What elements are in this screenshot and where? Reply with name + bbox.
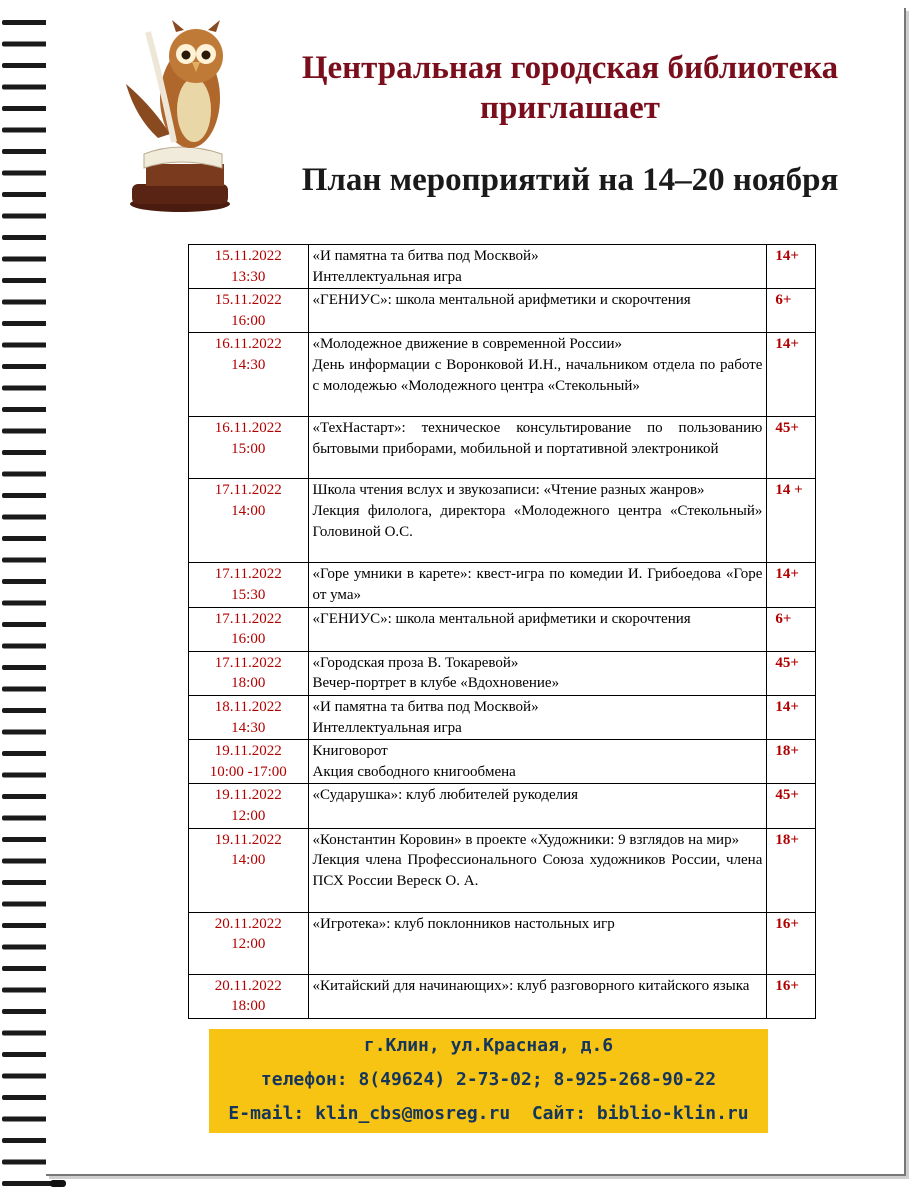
event-description-line: «ГЕНИУС»: школа ментальной арифметики и скорочтения [312,610,691,627]
event-time: 16:00 [231,312,266,329]
event-description-line: «Городская проза В. Токаревой» [312,654,519,671]
event-description [308,912,767,974]
event-description-line: «ГЕНИУС»: школа ментальной арифметики и скорочтения [312,292,691,309]
header-title-line1: Центральная городская библиотека [301,50,839,86]
event-date: 19.11.2022 [214,743,282,760]
event-age-rating: 14+ [767,245,816,289]
event-time: 14:00 [231,502,266,519]
event-description [308,563,767,607]
table-row [189,479,816,563]
table-row [189,912,816,974]
event-time: 13:30 [231,268,266,285]
event-age-rating: 14+ [767,333,816,417]
table-row [189,289,816,333]
event-datetime [189,974,309,1018]
event-description-line: «ТехНастарт»: техническое консультирование по пользованию бытовыми приборами, мобильной и портативной электроникой [312,420,763,457]
event-time: 18:00 [231,675,266,692]
event-date: 20.11.2022 [214,977,282,994]
event-datetime [189,912,309,974]
page-subtitle: План мероприятий на 14–20 ноября [301,162,839,198]
event-description-line: «И памятна та битва под Москвой» [312,248,539,264]
event-description-line: «Китайский для начинающих»: клуб разговорного китайского языка [312,977,750,994]
event-description-line: Интеллектуальная игра [312,268,462,285]
event-datetime [189,245,309,289]
event-description [308,828,767,912]
event-description-line: Лекция филолога, директора «Молодежного центра «Стекольный» Головиной О.С. [312,502,763,540]
event-date: 19.11.2022 [214,831,282,848]
event-description-line: «Молодежное движение в современной России» [312,336,623,353]
event-age-rating: 6+ [767,607,816,651]
event-time: 14:30 [231,719,266,736]
event-time: 10:00 -17:00 [209,763,287,780]
event-description-line: Книговорот [312,743,388,760]
event-date: 16.11.2022 [214,420,282,437]
table-row [189,828,816,912]
event-description [308,479,767,563]
event-date: 17.11.2022 [214,610,282,627]
event-date: 17.11.2022 [214,566,282,583]
event-time: 14:30 [231,356,266,373]
event-datetime [189,740,309,784]
event-description-line: «Константин Коровин» в проекте «Художники: 9 взглядов на мир» [312,831,740,848]
event-age-rating: 18+ [767,740,816,784]
event-description [308,333,767,417]
event-age-rating: 14+ [767,563,816,607]
event-time: 15:00 [231,440,266,457]
event-age-rating: 45+ [767,651,816,695]
header-title-line2: приглашает [480,90,660,126]
event-description-line: Лекция члена Профессионального Союза художников России, члена ПСХ России Вереск О. А. [312,852,763,889]
event-description-line: Акция свободного книгообмена [312,763,516,780]
event-description [308,974,767,1018]
table-row [189,245,816,289]
event-time: 14:00 [231,852,266,869]
event-time: 15:30 [231,586,266,603]
event-date: 16.11.2022 [214,336,282,353]
spiral-ring [2,1180,66,1187]
table-row [189,695,816,739]
event-description-line: «Игротека»: клуб поклонников настольных игр [312,915,615,932]
event-date: 20.11.2022 [214,915,282,932]
event-description-line: «Горе умники в карете»: квест-игра по комедии И. Грибоедова «Горе от ума» [312,566,763,603]
event-time: 12:00 [231,936,266,953]
event-description-line: Интеллектуальная игра [312,719,462,736]
table-row [189,333,816,417]
event-datetime [189,479,309,563]
header-title [250,48,890,128]
event-date: 17.11.2022 [214,482,282,499]
table-row [189,740,816,784]
events-table [188,244,816,1019]
event-time: 12:00 [231,807,266,824]
event-description-line: «Сударушка»: клуб любителей рукоделия [312,787,579,804]
event-datetime [189,784,309,828]
event-datetime [189,563,309,607]
event-description-line: Школа чтения вслух и звукозаписи: «Чтение разных жанров» [312,482,705,499]
table-row [189,417,816,479]
event-age-rating: 45+ [767,784,816,828]
event-datetime [189,607,309,651]
event-date: 15.11.2022 [214,248,282,264]
table-row [189,607,816,651]
contact-address: г.Клин, ул.Красная, д.6 [363,1035,614,1056]
event-date: 18.11.2022 [214,698,282,715]
contact-email-site: E-mail: klin_cbs@mosreg.ru Сайт: biblio-klin.ru [228,1103,749,1124]
event-description [308,607,767,651]
table-row [189,651,816,695]
event-description [308,784,767,828]
table-row [189,784,816,828]
contact-phone: телефон: 8(49624) 2-73-02; 8-925-268-90-22 [260,1069,717,1090]
contact-box [209,1029,768,1133]
owl-figurine-image [118,14,238,214]
event-datetime [189,695,309,739]
event-date: 17.11.2022 [214,654,282,671]
event-datetime [189,651,309,695]
event-date: 15.11.2022 [214,292,282,309]
event-description-line: «И памятна та битва под Москвой» [312,698,539,715]
table-row [189,974,816,1018]
event-description [308,417,767,479]
event-datetime [189,828,309,912]
event-datetime [189,417,309,479]
event-age-rating: 6+ [767,289,816,333]
event-age-rating: 18+ [767,828,816,912]
event-age-rating: 16+ [767,974,816,1018]
event-description-line: День информации с Воронковой И.Н., начальником отдела по работе с молодежью «Молодежного центра «Стекольный» [312,356,763,394]
event-age-rating: 16+ [767,912,816,974]
event-description [308,651,767,695]
event-datetime [189,289,309,333]
event-date: 19.11.2022 [214,787,282,804]
event-datetime [189,333,309,417]
event-age-rating: 14+ [767,695,816,739]
table-row [189,563,816,607]
event-description [308,695,767,739]
event-description-line: Вечер-портрет в клубе «Вдохновение» [312,675,560,692]
event-age-rating: 14 + [767,479,816,563]
event-description [308,740,767,784]
event-description [308,289,767,333]
event-age-rating: 45+ [767,417,816,479]
event-time: 18:00 [231,998,266,1015]
event-time: 16:00 [231,631,266,648]
event-description [308,245,767,289]
